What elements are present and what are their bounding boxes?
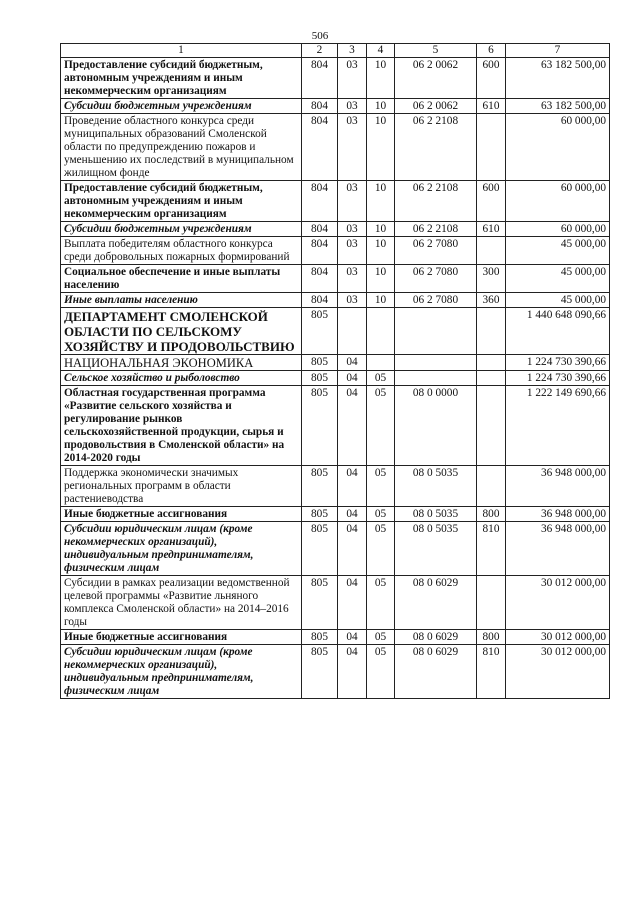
row-target-cell: 08 0 5035 <box>395 522 477 576</box>
page-number: 506 <box>311 30 329 42</box>
row-section-cell: 03 <box>338 222 367 237</box>
row-section-cell: 04 <box>338 355 367 371</box>
budget-table <box>60 43 610 699</box>
row-target-cell: 08 0 5035 <box>395 507 477 522</box>
row-section-cell: 04 <box>338 386 367 466</box>
row-section-cell: 03 <box>338 265 367 293</box>
row-expense-type-cell <box>477 386 506 466</box>
row-subsection-cell: 05 <box>367 371 395 386</box>
row-code-cell: 805 <box>302 507 338 522</box>
row-section-cell: 04 <box>338 630 367 645</box>
row-subsection-cell: 05 <box>367 507 395 522</box>
row-section-cell: 03 <box>338 181 367 222</box>
table-row <box>61 466 610 507</box>
row-expense-type-cell <box>477 114 506 181</box>
row-name-cell: Поддержка экономически значимых региональных программ в области растениеводства <box>61 466 302 507</box>
row-section-cell: 03 <box>338 114 367 181</box>
row-expense-type-cell: 800 <box>477 507 506 522</box>
row-target-cell: 08 0 6029 <box>395 576 477 630</box>
row-subsection-cell: 10 <box>367 99 395 114</box>
row-section-cell: 04 <box>338 371 367 386</box>
table-row <box>61 507 610 522</box>
row-subsection-cell: 10 <box>367 265 395 293</box>
row-subsection-cell <box>367 308 395 355</box>
row-name-cell: Областная государственная программа «Развитие сельского хозяйства и регулирование рынков сельскохозяйственной продукции, сырья и продовольствия в Смоленской области» на 2014-2020 годы <box>61 386 302 466</box>
row-amount-cell: 1 222 149 690,66 <box>506 386 610 466</box>
row-amount-cell: 36 948 000,00 <box>506 507 610 522</box>
table-row <box>61 645 610 699</box>
row-code-cell: 805 <box>302 576 338 630</box>
row-section-cell: 03 <box>338 99 367 114</box>
table-row <box>61 355 610 371</box>
row-expense-type-cell <box>477 237 506 265</box>
row-amount-cell: 36 948 000,00 <box>506 466 610 507</box>
table-row <box>61 114 610 181</box>
row-expense-type-cell: 800 <box>477 630 506 645</box>
row-name-cell: Иные выплаты населению <box>61 293 302 308</box>
column-header: 5 <box>395 44 477 58</box>
row-name-cell: Субсидии юридическим лицам (кроме некоммерческих организаций), индивидуальным предпринимателям, физическим лицам <box>61 645 302 699</box>
row-subsection-cell: 05 <box>367 466 395 507</box>
table-row <box>61 181 610 222</box>
table-row <box>61 576 610 630</box>
row-subsection-cell: 10 <box>367 222 395 237</box>
row-code-cell: 804 <box>302 237 338 265</box>
table-row <box>61 222 610 237</box>
row-code-cell: 804 <box>302 114 338 181</box>
row-code-cell: 804 <box>302 58 338 99</box>
row-expense-type-cell <box>477 308 506 355</box>
row-target-cell: 06 2 2108 <box>395 114 477 181</box>
row-code-cell: 804 <box>302 99 338 114</box>
row-expense-type-cell: 360 <box>477 293 506 308</box>
row-target-cell <box>395 308 477 355</box>
row-section-cell <box>338 308 367 355</box>
row-name-cell: Выплата победителям областного конкурса среди добровольных пожарных формирований <box>61 237 302 265</box>
row-section-cell: 04 <box>338 507 367 522</box>
row-code-cell: 805 <box>302 522 338 576</box>
row-amount-cell: 45 000,00 <box>506 265 610 293</box>
row-name-cell: Сельское хозяйство и рыболовство <box>61 371 302 386</box>
row-target-cell: 06 2 2108 <box>395 222 477 237</box>
row-section-cell: 03 <box>338 237 367 265</box>
table-row <box>61 308 610 355</box>
row-subsection-cell: 10 <box>367 114 395 181</box>
row-code-cell: 805 <box>302 645 338 699</box>
row-subsection-cell: 10 <box>367 58 395 99</box>
row-target-cell: 06 2 7080 <box>395 265 477 293</box>
row-name-cell: Субсидии юридическим лицам (кроме некоммерческих организаций), индивидуальным предпринимателям, физическим лицам <box>61 522 302 576</box>
row-name-cell: Субсидии в рамках реализации ведомственной целевой программы «Развитие льняного комплекса Смоленской области» на 2014–2016 годы <box>61 576 302 630</box>
row-expense-type-cell <box>477 355 506 371</box>
row-name-cell: Предоставление субсидий бюджетным, автономным учреждениям и иным некоммерческим организациям <box>61 58 302 99</box>
row-amount-cell: 1 224 730 390,66 <box>506 355 610 371</box>
row-amount-cell: 60 000,00 <box>506 181 610 222</box>
row-name-cell: ДЕПАРТАМЕНТ СМОЛЕНСКОЙ ОБЛАСТИ ПО СЕЛЬСКОМУ ХОЗЯЙСТВУ И ПРОДОВОЛЬСТВИЮ <box>61 308 302 355</box>
row-code-cell: 804 <box>302 265 338 293</box>
row-subsection-cell: 10 <box>367 293 395 308</box>
row-section-cell: 04 <box>338 522 367 576</box>
row-target-cell: 08 0 0000 <box>395 386 477 466</box>
row-subsection-cell: 05 <box>367 576 395 630</box>
row-subsection-cell: 10 <box>367 181 395 222</box>
row-target-cell <box>395 355 477 371</box>
row-target-cell: 08 0 5035 <box>395 466 477 507</box>
row-name-cell: Иные бюджетные ассигнования <box>61 507 302 522</box>
row-target-cell: 08 0 6029 <box>395 630 477 645</box>
table-row <box>61 522 610 576</box>
row-expense-type-cell: 600 <box>477 58 506 99</box>
row-target-cell: 08 0 6029 <box>395 645 477 699</box>
row-expense-type-cell: 810 <box>477 645 506 699</box>
row-target-cell <box>395 371 477 386</box>
row-code-cell: 804 <box>302 293 338 308</box>
row-name-cell: Проведение областного конкурса среди муниципальных образований Смоленской области по предупреждению пожаров и уменьшению их последствий в муниципальном жилищном фонде <box>61 114 302 181</box>
row-code-cell: 805 <box>302 466 338 507</box>
row-amount-cell: 60 000,00 <box>506 114 610 181</box>
row-code-cell: 805 <box>302 355 338 371</box>
row-subsection-cell <box>367 355 395 371</box>
row-expense-type-cell <box>477 466 506 507</box>
row-expense-type-cell: 610 <box>477 99 506 114</box>
row-amount-cell: 63 182 500,00 <box>506 99 610 114</box>
row-subsection-cell: 10 <box>367 237 395 265</box>
table-row <box>61 386 610 466</box>
table-row <box>61 630 610 645</box>
row-code-cell: 805 <box>302 630 338 645</box>
row-subsection-cell: 05 <box>367 645 395 699</box>
row-name-cell: НАЦИОНАЛЬНАЯ ЭКОНОМИКА <box>61 355 302 371</box>
row-target-cell: 06 2 7080 <box>395 293 477 308</box>
table-row <box>61 99 610 114</box>
row-name-cell: Предоставление субсидий бюджетным, автономным учреждениям и иным некоммерческим организациям <box>61 181 302 222</box>
row-target-cell: 06 2 0062 <box>395 99 477 114</box>
row-expense-type-cell <box>477 371 506 386</box>
row-target-cell: 06 2 7080 <box>395 237 477 265</box>
row-code-cell: 804 <box>302 181 338 222</box>
column-header: 6 <box>477 44 506 58</box>
table-row <box>61 265 610 293</box>
row-target-cell: 06 2 0062 <box>395 58 477 99</box>
row-subsection-cell: 05 <box>367 386 395 466</box>
row-section-cell: 03 <box>338 293 367 308</box>
table-row <box>61 371 610 386</box>
table-row <box>61 58 610 99</box>
row-section-cell: 04 <box>338 576 367 630</box>
row-code-cell: 805 <box>302 308 338 355</box>
row-amount-cell: 30 012 000,00 <box>506 630 610 645</box>
row-amount-cell: 60 000,00 <box>506 222 610 237</box>
row-amount-cell: 45 000,00 <box>506 293 610 308</box>
row-code-cell: 805 <box>302 371 338 386</box>
column-header: 2 <box>302 44 338 58</box>
row-amount-cell: 36 948 000,00 <box>506 522 610 576</box>
row-expense-type-cell: 610 <box>477 222 506 237</box>
table-row <box>61 237 610 265</box>
row-section-cell: 04 <box>338 466 367 507</box>
row-code-cell: 805 <box>302 386 338 466</box>
row-expense-type-cell: 600 <box>477 181 506 222</box>
row-target-cell: 06 2 2108 <box>395 181 477 222</box>
row-name-cell: Субсидии бюджетным учреждениям <box>61 222 302 237</box>
column-header: 3 <box>338 44 367 58</box>
column-header: 1 <box>61 44 302 58</box>
row-subsection-cell: 05 <box>367 630 395 645</box>
row-amount-cell: 63 182 500,00 <box>506 58 610 99</box>
row-expense-type-cell <box>477 576 506 630</box>
row-section-cell: 03 <box>338 58 367 99</box>
row-expense-type-cell: 300 <box>477 265 506 293</box>
column-header-row <box>61 44 610 58</box>
row-name-cell: Иные бюджетные ассигнования <box>61 630 302 645</box>
row-section-cell: 04 <box>338 645 367 699</box>
row-amount-cell: 30 012 000,00 <box>506 645 610 699</box>
row-amount-cell: 30 012 000,00 <box>506 576 610 630</box>
row-code-cell: 804 <box>302 222 338 237</box>
row-amount-cell: 1 224 730 390,66 <box>506 371 610 386</box>
column-header: 7 <box>506 44 610 58</box>
row-expense-type-cell: 810 <box>477 522 506 576</box>
row-amount-cell: 45 000,00 <box>506 237 610 265</box>
row-name-cell: Социальное обеспечение и иные выплаты населению <box>61 265 302 293</box>
column-header: 4 <box>367 44 395 58</box>
row-amount-cell: 1 440 648 090,66 <box>506 308 610 355</box>
table-row <box>61 293 610 308</box>
row-subsection-cell: 05 <box>367 522 395 576</box>
row-name-cell: Субсидии бюджетным учреждениям <box>61 99 302 114</box>
